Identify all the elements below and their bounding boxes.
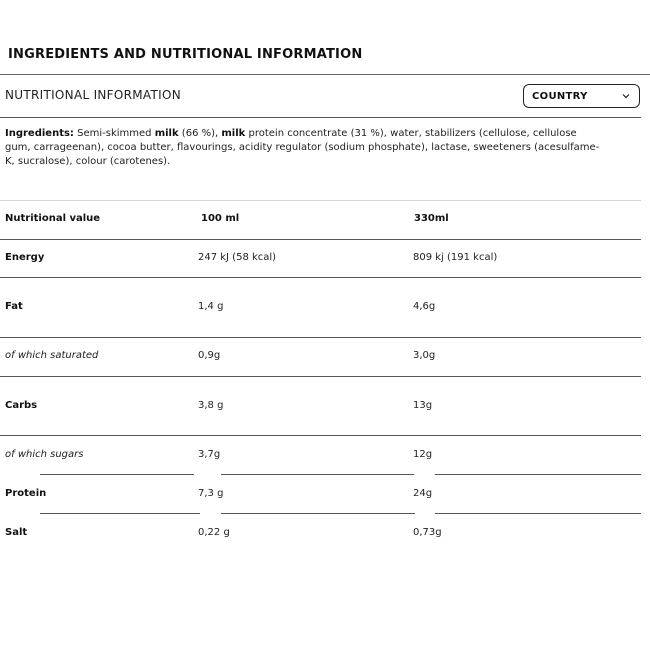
row-name-saturated: of which saturated [5, 350, 99, 361]
row-value-330ml: 809 kj (191 kcal) [413, 252, 498, 263]
chevron-down-icon [621, 91, 631, 101]
row-value-330ml: 24g [413, 488, 433, 499]
row-name-fat: Fat [5, 301, 23, 312]
table-row-divider [435, 474, 641, 475]
table-row-divider [0, 435, 641, 436]
ingredients-segment: Semi-skimmed [73, 128, 155, 139]
table-row-divider [40, 474, 194, 475]
table-header-nutritional-value: Nutritional value [5, 213, 101, 224]
table-row-divider [0, 337, 641, 338]
table-row-divider [0, 376, 641, 377]
row-name-carbs: Carbs [5, 400, 38, 411]
section-header-toggle[interactable] [0, 45, 362, 63]
table-top-divider [0, 200, 641, 201]
header-divider [0, 117, 641, 118]
table-row-divider [435, 513, 641, 514]
table-row-divider [221, 513, 415, 514]
row-name-salt: Salt [5, 527, 28, 538]
row-name-protein: Protein [5, 488, 47, 499]
country-select-label: COUNTRY [532, 90, 588, 102]
row-name-energy: Energy [5, 252, 45, 263]
nutritional-info-title: NUTRITIONAL INFORMATION [5, 88, 181, 102]
table-row-divider [40, 513, 200, 514]
table-row-divider [0, 277, 641, 278]
row-value-100ml: 3,8 g [198, 400, 224, 411]
row-value-330ml: 4,6g [413, 301, 436, 312]
row-value-100ml: 0,22 g [198, 527, 230, 538]
table-header-330ml: 330ml [414, 213, 449, 224]
row-value-330ml: 0,73g [413, 527, 442, 538]
table-row-divider [0, 239, 641, 240]
ingredients-segment: protein concentrate (31 %), water, stabilizers (cellulose, cellulose gum, carrageenan), cocoa butter, flavourings, acidity regulator (sodium phosphate), lactase, sweeteners (acesulfame-K, sucralose), colour (carotenes). [5, 128, 600, 167]
row-value-100ml: 0,9g [198, 350, 221, 361]
chevron-down-icon [0, 48, 4, 61]
ingredients-text [5, 127, 605, 169]
row-value-330ml: 12g [413, 449, 433, 460]
row-value-330ml: 3,0g [413, 350, 436, 361]
row-value-330ml: 13g [413, 400, 433, 411]
row-value-100ml: 1,4 g [198, 301, 224, 312]
country-select[interactable] [523, 84, 640, 108]
ingredients-label: Ingredients: [5, 128, 74, 139]
table-row-divider [221, 474, 414, 475]
row-value-100ml: 247 kJ (58 kcal) [198, 252, 277, 263]
section-divider [0, 74, 650, 75]
ingredients-allergen: milk [154, 128, 179, 139]
row-value-100ml: 7,3 g [198, 488, 224, 499]
ingredients-segment: (66 %), [178, 128, 222, 139]
row-value-100ml: 3,7g [198, 449, 221, 460]
section-title: INGREDIENTS AND NUTRITIONAL INFORMATION [8, 46, 363, 62]
row-name-sugars: of which sugars [5, 449, 84, 460]
ingredients-allergen: milk [221, 128, 246, 139]
table-header-100ml: 100 ml [201, 213, 240, 224]
